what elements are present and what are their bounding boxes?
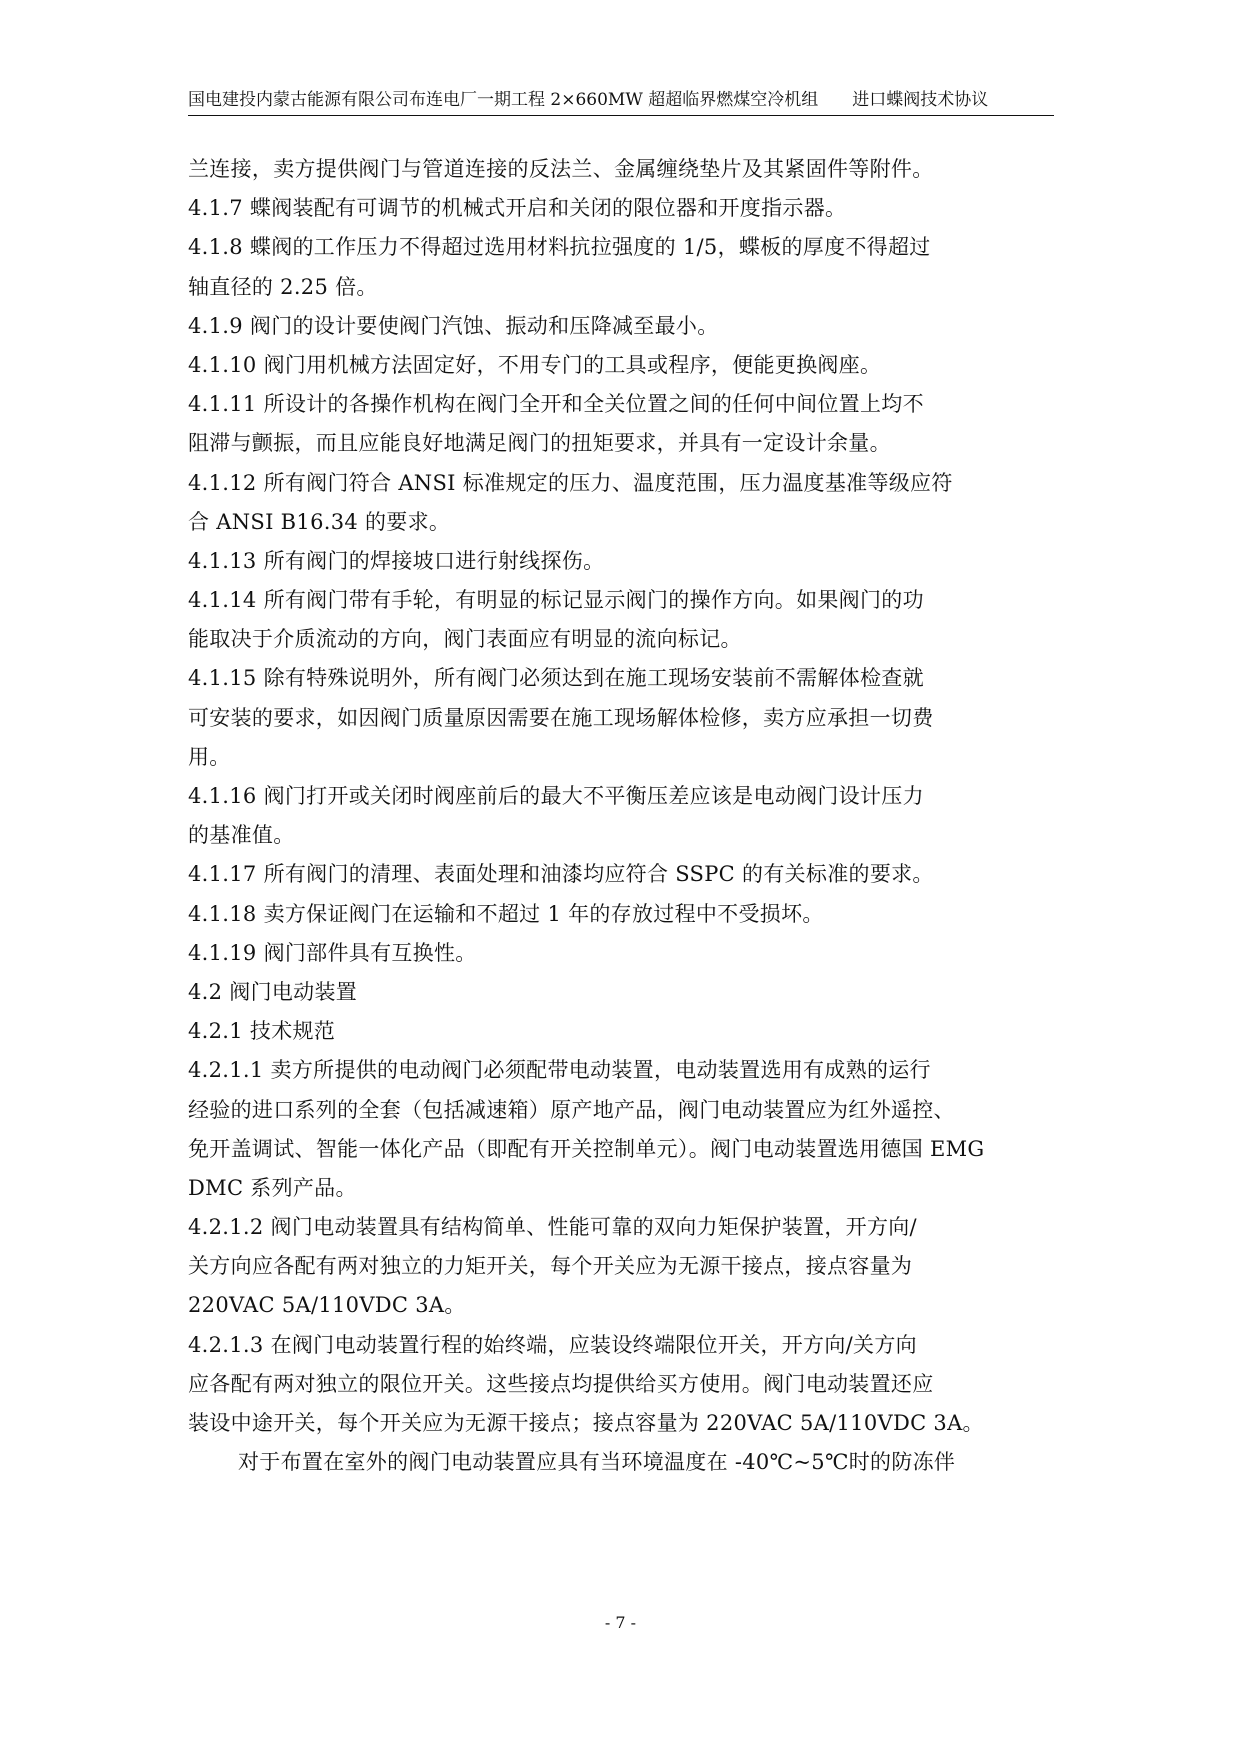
header-project-title: 国电建投内蒙古能源有限公司布连电厂一期工程 2×660MW 超超临界燃煤空冷机组 [188,90,819,110]
text-line: DMC 系列产品。 [188,1175,357,1200]
text-line: 阻滞与颤振，而且应能良好地满足阀门的扭矩要求，并具有一定设计余量。 [188,431,891,456]
text-line: 4.1.19 阀门部件具有互换性。 [188,940,477,965]
subsection-heading: 4.2.1 技术规范 [188,1019,336,1044]
text-line: 4.1.9 阀门的设计要使阀门汽蚀、振动和压降减至最小。 [188,313,719,338]
header-divider [188,115,1054,116]
text-line: 4.1.15 除有特殊说明外，所有阀门必须达到在施工现场安装前不需解体检查就 [188,666,924,691]
page-number: - 7 - [604,1613,637,1632]
text-line: 4.1.11 所设计的各操作机构在阀门全开和全关位置之间的任何中间位置上均不 [188,392,924,417]
text-line: 4.2.1.2 阀门电动装置具有结构简单、性能可靠的双向力矩保护装置，开方向/ [188,1215,917,1240]
text-line: 兰连接，卖方提供阀门与管道连接的反法兰、金属缠绕垫片及其紧固件等附件。 [188,157,934,181]
text-line: 4.1.18 卖方保证阀门在运输和不超过 1 年的存放过程中不受损坏。 [188,901,824,926]
document-body [188,150,1054,1482]
text-line: 可安装的要求，如因阀门质量原因需要在施工现场解体检修，卖方应承担一切费 [188,705,934,730]
text-line: 合 ANSI B16.34 的要求。 [188,509,451,534]
running-header [188,86,1054,114]
section-heading: 4.2 阀门电动装置 [188,979,358,1004]
text-line: 应各配有两对独立的限位开关。这些接点均提供给买方使用。阀门电动装置还应 [188,1371,934,1396]
text-line: 免开盖调试、智能一体化产品（即配有开关控制单元）。阀门电动装置选用德国 EMG [188,1136,985,1161]
text-line: 4.1.12 所有阀门符合 ANSI 标准规定的压力、温度范围，压力温度基准等级应符 [188,470,953,495]
text-line: 用。 [188,744,231,769]
text-line: 4.1.14 所有阀门带有手轮，有明显的标记显示阀门的操作方向。如果阀门的功 [188,588,924,613]
text-line: 装设中途开关，每个开关应为无源干接点；接点容量为 220VAC 5A/110VDC 3A。 [188,1411,984,1435]
text-line: 4.1.16 阀门打开或关闭时阀座前后的最大不平衡压差应该是电动阀门设计压力 [188,784,924,808]
text-line: 4.1.10 阀门用机械方法固定好，不用专门的工具或程序，便能更换阀座。 [188,352,882,377]
text-line: 关方向应各配有两对独立的力矩开关，每个开关应为无源干接点，接点容量为 [188,1254,913,1279]
text-line: 4.2.1.1 卖方所提供的电动阀门必须配带电动装置，电动装置选用有成熟的运行 [188,1058,931,1083]
text-line: 4.1.7 蝶阀装配有可调节的机械式开启和关闭的限位器和开度指示器。 [188,196,847,221]
text-line: 能取决于介质流动的方向，阀门表面应有明显的流向标记。 [188,627,742,652]
text-line: 4.1.13 所有阀门的焊接坡口进行射线探伤。 [188,548,605,573]
text-line-indented: 对于布置在室外的阀门电动装置应具有当环境温度在 -40℃~5℃时的防冻伴 [238,1450,956,1475]
text-line: 4.1.8 蝶阀的工作压力不得超过选用材料抗拉强度的 1/5，蝶板的厚度不得超过 [188,235,931,260]
text-line: 4.2.1.3 在阀门电动装置行程的始终端，应装设终端限位开关，开方向/关方向 [188,1332,917,1357]
text-line: 经验的进口系列的全套（包括减速箱）原产地产品，阀门电动装置应为红外遥控、 [188,1097,955,1122]
text-line: 的基准值。 [188,823,295,848]
text-line: 轴直径的 2.25 倍。 [188,274,378,299]
text-line: 220VAC 5A/110VDC 3A。 [188,1293,466,1318]
text-line: 4.1.17 所有阀门的清理、表面处理和油漆均应符合 SSPC 的有关标准的要求。 [188,862,934,887]
header-document-title: 进口蝶阀技术协议 [852,90,989,110]
